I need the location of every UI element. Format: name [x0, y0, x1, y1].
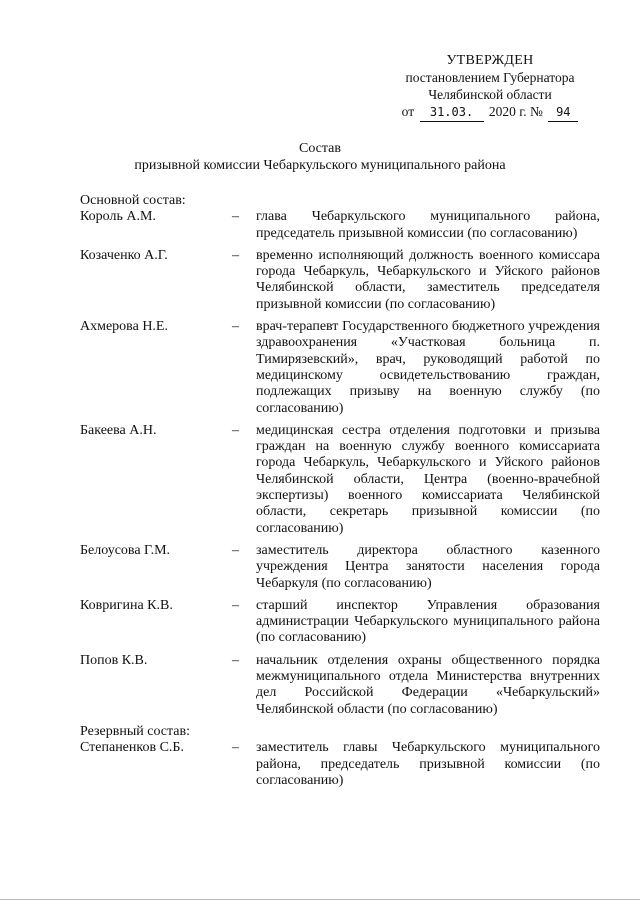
member-name: Белоусова Г.М.	[80, 542, 171, 558]
member-dash: –	[232, 209, 239, 225]
year-and-number-label: 2020 г. №	[488, 104, 543, 119]
member-name: Степаненков С.Б.	[80, 740, 184, 756]
approval-title: УТВЕРЖДЕН	[446, 53, 534, 68]
member-name: Козаченко А.Г.	[80, 247, 168, 263]
member-row	[80, 598, 600, 647]
member-name: Ахмерова Н.Е.	[80, 319, 168, 335]
member-row	[80, 740, 600, 789]
member-dash: –	[232, 422, 239, 438]
approval-date-line	[390, 103, 590, 122]
member-row	[80, 543, 600, 592]
reserve-section-label: Резервный состав:	[80, 723, 191, 739]
commission-roster	[80, 193, 600, 795]
member-role: старший инспектор Управления образования администрации Чебаркульского муниципального района (по согласованию)	[256, 597, 600, 646]
member-role: начальник отделения охраны общественного порядка межмуниципального отдела Министерства внутренних дел Российской Федерации «Чебаркульский» Челябинской области (по согласованию)	[256, 652, 600, 717]
heading-title: Состав	[298, 141, 341, 156]
approval-stamp	[390, 52, 590, 122]
member-dash: –	[232, 597, 239, 613]
heading-subtitle: призывной комиссии Чебаркульского муниципального района	[134, 158, 506, 173]
member-row	[80, 248, 600, 313]
member-dash: –	[232, 740, 239, 756]
member-name: Король А.М.	[80, 209, 156, 225]
reserve-members-list	[80, 740, 600, 789]
member-row	[80, 423, 600, 537]
approval-line-2: Челябинской области	[428, 87, 552, 102]
main-members-list	[80, 209, 600, 718]
member-role: глава Чебаркульского муниципального района, председатель призывной комиссии (по согласованию)	[256, 209, 600, 241]
member-dash: –	[232, 652, 239, 668]
member-name: Ковригина К.В.	[80, 597, 173, 613]
member-dash: –	[232, 319, 239, 335]
member-role: заместитель главы Чебаркульского муниципального района, председатель призывной комиссии (по согласованию)	[256, 740, 600, 788]
date-prefix: от	[401, 104, 415, 119]
member-row	[80, 653, 600, 718]
member-name: Бакеева А.Н.	[80, 422, 157, 438]
member-row	[80, 319, 600, 417]
member-role: заместитель директора областного казенного учреждения Центра занятости населения города Чебаркуля (по согласованию)	[256, 542, 600, 591]
member-role: медицинская сестра отделения подготовки и призыва граждан на военную службу военного комиссариата города Чебаркуль, Чебаркульского и Уйского районов Челябинской области, Центра (военно-врачебной экспертизы) военного комиссариата Челябинской области, секретарь призывной комиссии (по согласованию)	[256, 422, 600, 536]
approval-line-1: постановлением Губернатора	[405, 70, 575, 85]
member-role: врач-терапевт Государственного бюджетного учреждения здравоохранения «Участковая больница п. Тимирязевский», врач, руководящий работой по медицинскому освидетельствованию граждан, подлежащих призыву на военную службу (по согласованию)	[256, 319, 600, 416]
member-row	[80, 209, 600, 242]
page-bottom-rule	[0, 899, 640, 900]
document-heading	[0, 140, 640, 174]
approval-date: 31.03.	[420, 104, 484, 122]
member-role: временно исполняющий должность военного комиссара города Чебаркуль, Чебаркульского и Уйского районов Челябинской области, заместитель председателя призывной комиссии (по согласованию)	[256, 247, 600, 312]
main-section-label: Основной состав:	[80, 193, 186, 208]
approval-number: 94	[548, 104, 578, 122]
member-name: Попов К.В.	[80, 652, 148, 668]
member-dash: –	[232, 542, 239, 558]
member-dash: –	[232, 247, 239, 263]
